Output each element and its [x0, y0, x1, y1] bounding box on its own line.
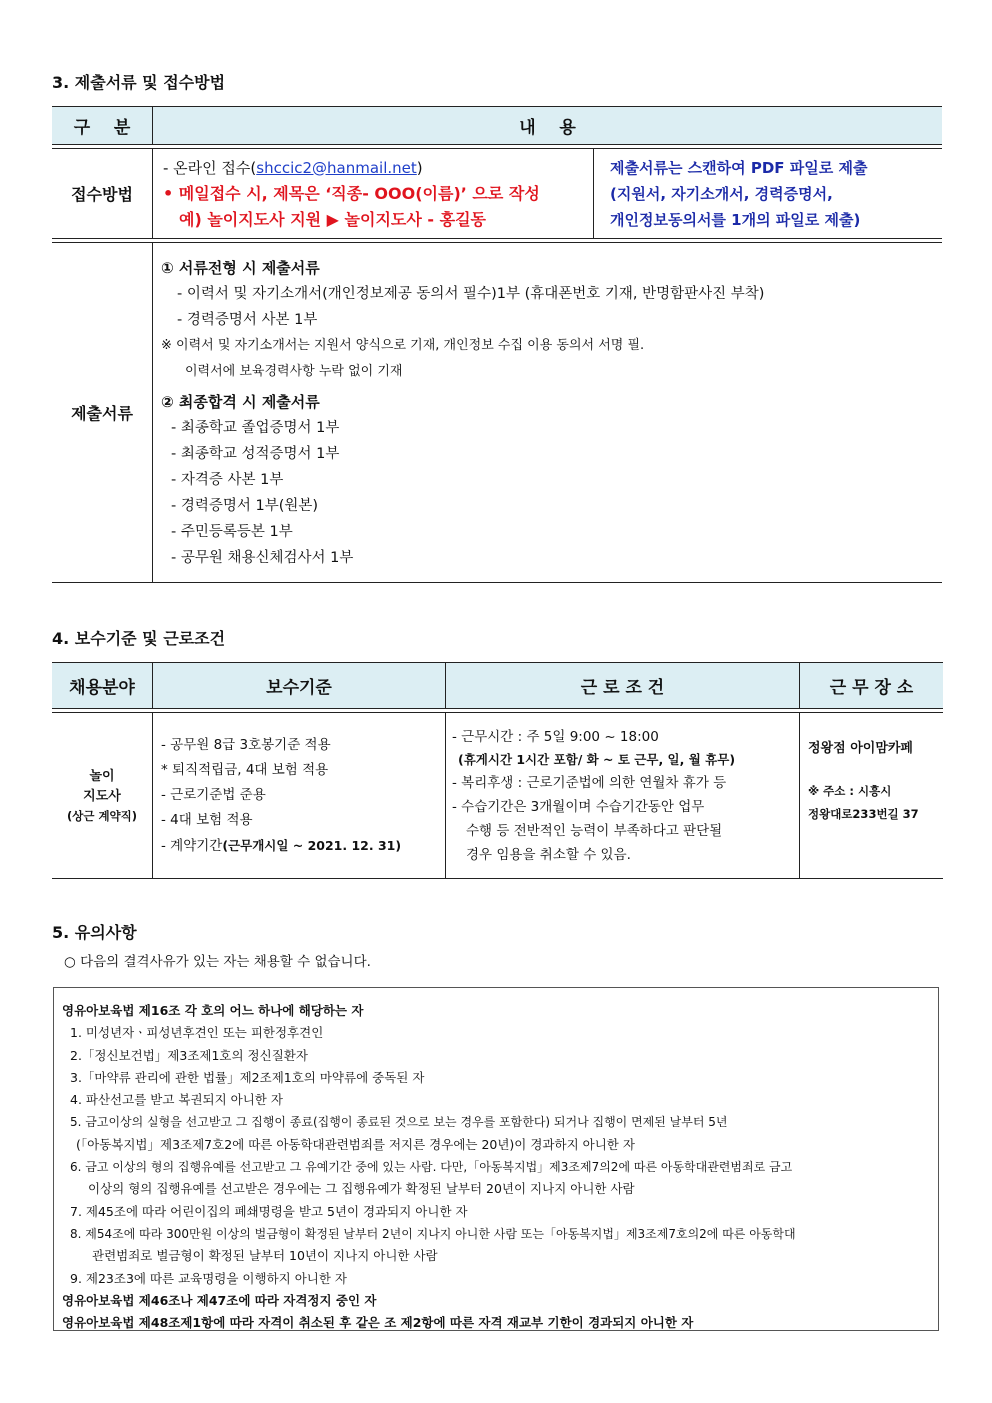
pay-contract-period: (근무개시일 ~ 2021. 12. 31)	[222, 837, 402, 853]
section3-title: 3. 제출서류 및 접수방법	[52, 73, 226, 92]
notice-line: 영유아보육법 제46조나 제47조에 따라 자격정지 중인 자	[62, 1292, 377, 1308]
header-conditions: 근 로 조 건	[446, 663, 800, 709]
doc-group2-item: - 최종학교 성적증명서 1부	[171, 445, 340, 462]
notice-line: 6. 금고 이상의 형의 집행유예를 선고받고 그 유예기간 중에 있는 사람. 다만,「아동복지법」제3조제7의2에 따른 아동학대관련범죄로 금고	[70, 1160, 793, 1175]
documents-label: 제출서류	[52, 243, 153, 583]
online-receipt-line	[163, 155, 593, 181]
notice-line: (「아동복지법」제3조제7호2에 따른 아동학대관련범죄를 저지른 경우에는 20년)이 경과하지 아니한 자	[76, 1136, 635, 1152]
notice-line: 5. 금고이상의 실형을 선고받고 그 집행이 종료(집행이 종료된 것으로 보는 경우를 포함한다) 되거나 집행이 면제된 날부터 5년	[70, 1115, 728, 1130]
doc-group2-item: - 자격증 사본 1부	[171, 471, 284, 488]
pay-contract-line	[161, 833, 445, 859]
cond-line: 수행 등 전반적인 능력이 부족하다고 판단될	[466, 822, 723, 839]
doc-group2-item: - 최종학교 졸업증명서 1부	[171, 419, 340, 436]
online-suffix: )	[416, 158, 423, 177]
doc-note-2: 이력서에 보육경력사항 누락 없이 기재	[185, 363, 403, 379]
doc-group2-item: - 주민등록등본 1부	[171, 523, 293, 540]
place-name: 정왕점 아이맘카페	[808, 741, 913, 756]
header-place: 근 무 장 소	[800, 663, 944, 709]
section4-title: 4. 보수기준 및 근로조건	[52, 629, 226, 648]
notice-line: 이상의 형의 집행유예를 선고받은 경우에는 그 집행유예가 확정된 날부터 20년이 지나지 아니한 사람	[88, 1181, 635, 1197]
doc-group1-title: ① 서류전형 시 제출서류	[161, 258, 320, 277]
pdf-note-2: (지원서, 자기소개서, 경력증명서,	[610, 184, 833, 203]
cond-line: (휴게시간 1시간 포함/ 화 ~ 토 근무, 일, 월 휴무)	[458, 751, 736, 767]
header-field: 채용분야	[52, 663, 153, 709]
cond-line: - 복리후생 : 근로기준법에 의한 연월차 휴가 등	[452, 774, 727, 791]
disqualification-box	[53, 987, 939, 1331]
conditions-table	[52, 662, 943, 879]
cond-line: 경우 임용을 취소할 수 있음.	[466, 846, 631, 863]
pay-cell	[153, 713, 446, 879]
doc-group2-title: ② 최종합격 시 제출서류	[161, 392, 320, 411]
doc-group1-item: - 이력서 및 자기소개서(개인정보제공 동의서 필수)1부 (휴대폰번호 기재, 반명함판사진 부착)	[177, 285, 765, 302]
conditions-cell	[446, 713, 800, 879]
receipt-method-label: 접수방법	[52, 149, 153, 239]
doc-group1-item: - 경력증명서 사본 1부	[177, 311, 318, 328]
notice-line: 영유아보육법 제48조제1항에 따라 자격이 취소된 후 같은 조 제2항에 따른 자격 재교부 기한이 경과되지 아니한 자	[62, 1315, 694, 1331]
receipt-method-cell	[153, 149, 594, 239]
doc-group2-item: - 공무원 채용신체검사서 1부	[171, 549, 354, 566]
mail-example: 예) 놀이지도사 지원 ▶ 놀이지도사 - 홍길동	[179, 209, 486, 229]
place-address-2: 정왕대로233번길 37	[808, 807, 919, 821]
notice-line: 관련범죄로 벌금형이 확정된 날부터 10년이 지나지 아니한 사람	[92, 1248, 438, 1264]
cond-line: - 수습기간은 3개월이며 수습기간동안 업무	[452, 798, 705, 815]
email-link[interactable]: shccic2@hanmail.net	[256, 158, 417, 177]
header-pay: 보수기준	[153, 663, 446, 709]
documents-cell	[153, 243, 943, 583]
pdf-note-3: 개인정보동의서를 1개의 파일로 제출)	[610, 210, 861, 229]
pay-item: - 4대 보험 적용	[161, 811, 253, 828]
pay-item: - 공무원 8급 3호봉기준 적용	[161, 736, 331, 753]
notice-line: 영유아보육법 제16조 각 호의 어느 하나에 해당하는 자	[62, 1003, 364, 1018]
section5-title: 5. 유의사항	[52, 923, 137, 942]
notice-line: 9. 제23조3에 따른 교육명령을 이행하지 아니한 자	[70, 1270, 347, 1286]
online-prefix: - 온라인 접수(	[163, 158, 257, 177]
section5-intro: ○ 다음의 결격사유가 있는 자는 채용할 수 없습니다.	[64, 954, 371, 970]
notice-line: 7. 제45조에 따라 어린이집의 폐쇄명령을 받고 5년이 경과되지 아니한 자	[70, 1203, 468, 1219]
place-cell	[800, 713, 944, 879]
notice-line: 1. 미성년자ㆍ피성년후견인 또는 피한정후견인	[70, 1025, 324, 1041]
notice-line: 4. 파산선고를 받고 복권되지 아니한 자	[70, 1092, 283, 1108]
notice-line: 3.「마약류 관리에 관한 법률」제2조제1호의 마약류에 중독된 자	[70, 1069, 425, 1085]
field-cell	[52, 713, 153, 879]
field-name-3: (상근 계약직)	[66, 808, 138, 823]
header-content: 내 용	[153, 107, 943, 145]
submission-table	[52, 106, 942, 583]
pdf-note-cell	[594, 149, 943, 239]
place-address-1: ※ 주소 : 시흥시	[808, 784, 892, 798]
notice-line: 8. 제54조에 따라 300만원 이상의 벌금형이 확정된 날부터 2년이 지나지 아니한 사람 또는「아동복지법」제3조제7호의2에 따른 아동학대	[70, 1226, 796, 1241]
mail-title-note: • 메일접수 시, 제목은 ‘직종- OOO(이름)’ 으로 작성	[163, 183, 540, 203]
pdf-note-1: 제출서류는 스캔하여 PDF 파일로 제출	[610, 158, 868, 177]
pay-contract-prefix: - 계약기간	[161, 837, 223, 854]
header-category: 구 분	[52, 107, 153, 145]
field-name-2: 지도사	[83, 788, 121, 804]
doc-group2-item: - 경력증명서 1부(원본)	[171, 497, 319, 514]
notice-line: 2.「정신보건법」제3조제1호의 정신질환자	[70, 1047, 308, 1063]
cond-line: - 근무시간 : 주 5일 9:00 ~ 18:00	[452, 728, 659, 745]
pay-item: * 퇴직적립금, 4대 보험 적용	[161, 761, 329, 778]
doc-note-1: ※ 이력서 및 자기소개서는 지원서 양식으로 기재, 개인정보 수집 이용 동의서 서명 필.	[161, 337, 645, 353]
field-name-1: 놀이	[89, 768, 115, 784]
pay-item: - 근로기준법 준용	[161, 786, 266, 803]
